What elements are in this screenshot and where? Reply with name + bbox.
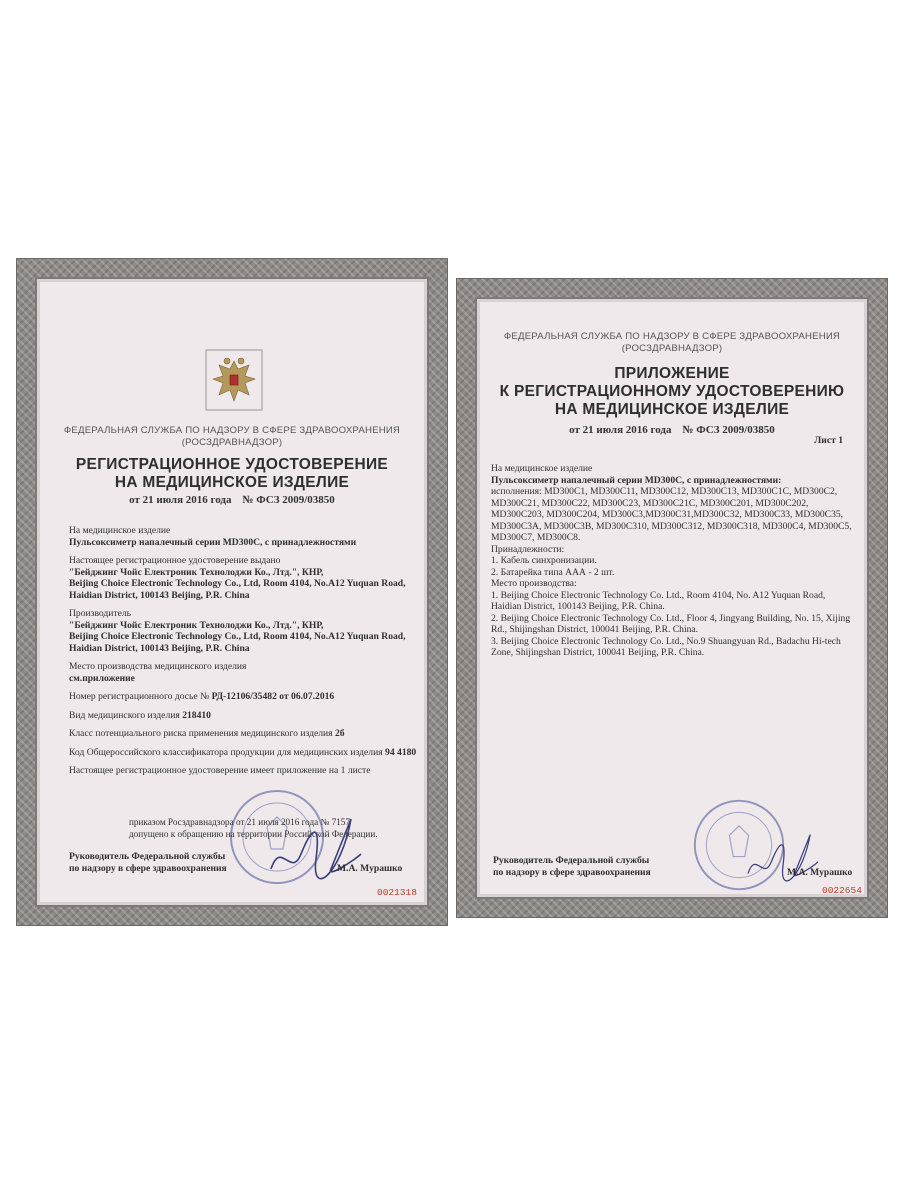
serial-number: 0021318 [377,887,417,898]
order-line: приказом Росздравнадзора от 21 июля 2016 года № 7157 [129,817,350,827]
registration-certificate [16,258,448,926]
agency-header [37,425,427,449]
accessory-item: 2. Батарейка типа ААА - 2 шт. [491,566,615,578]
signature-icon [735,819,831,889]
okp-line [69,747,429,759]
head-title-line: Руководитель Федеральной службы [69,851,226,862]
sheet-number: Лист 1 [814,435,843,446]
appendix-title [477,365,867,436]
certificate-paper [35,277,429,907]
production-place: см.приложение [69,672,135,684]
field-label: Класс потенциального риска применения медицинского изделия [69,728,335,739]
place-line: Rd., Shijingshan District, 100041 Beijing, P.R. China. [491,624,699,635]
attachment-note: Настоящее регистрационное удостоверение имеет приложение на 1 листе [69,765,371,776]
field-label: Код Общероссийского классификатора продукции для медицинских изделия [69,746,386,758]
field-label: Производитель [69,608,132,619]
title-line: РЕГИСТРАЦИОННОЕ УДОСТОВЕРЕНИЕ [75,456,389,473]
variants-line: MD300C203, MD300C204, MD300C3,MD300C31,MD300C32, MD300C33, MD300C35, [491,509,844,520]
signature-icon [261,799,371,889]
field-label: Место производства: [491,578,577,589]
head-title-line: по надзору в сфере здравоохранения [493,866,651,878]
field-label: Вид медицинского изделия [69,709,183,721]
agency-name: ФЕДЕРАЛЬНАЯ СЛУЖБА ПО НАДЗОРУ В СФЕРЕ ЗДРАВООХРАНЕНИЯ [63,425,401,436]
place-line: Haidian District, 100143 Beijing, P.R. China. [491,601,665,612]
date-number-line [37,494,427,506]
signer-name: М.А. Мурашко [787,867,853,878]
head-title [69,851,227,874]
device-name: Пульсоксиметр напалечный серии MD300C, с принадлежностями [69,536,357,548]
risk-class: 2б [334,728,345,739]
place-line: 3. Beijing Choice Electronic Technology Co. Ltd., No.9 Shuangyuan Rd., Badachu Hi-tech [491,635,841,647]
title-line: НА МЕДИЦИНСКОЕ ИЗДЕЛИЕ [554,401,790,418]
variants-line: исполнения: MD300C1, MD300C11, MD300C12, MD300C13, MD300C1C, MD300C2, [491,486,838,497]
certificate-body [69,525,429,777]
dossier-number: РД-12106/35482 от 06.07.2016 [211,691,335,702]
holder-line: Haidian District, 100143 Beijing, P.R. China [69,589,250,601]
head-title [493,855,651,878]
certificate-title [37,456,427,506]
kind-line [69,710,429,722]
date-number-line [477,424,867,436]
field-label: На медицинское изделие [491,463,593,474]
field-label: Настоящее регистрационное удостоверение выдано [69,555,281,566]
signer-name: М.А. Мурашко [337,863,403,874]
maker-line: Beijing Choice Electronic Technology Co., Ltd, Room 4104, No.A12 Yuquan Road, [69,631,406,642]
title-line: ПРИЛОЖЕНИЕ [614,365,730,382]
maker-line: "Бейджинг Чойс Електроник Технолоджи Ко., Лтд.", КНР, [69,619,324,631]
field-label: На медицинское изделие [69,525,171,536]
serial-number: 0022654 [822,885,862,896]
agency-header [477,331,867,355]
agency-abbr: (РОСЗДРАВНАДЗОР) [181,437,283,448]
agency-abbr: (РОСЗДРАВНАДЗОР) [621,343,723,354]
maker-line: Haidian District, 100143 Beijing, P.R. China [69,642,250,654]
variants-line: MD300C21, MD300C22, MD300C23, MD300C21C, MD300C201, MD300C202, [491,497,809,509]
okp-code: 94 4180 [385,746,417,758]
field-label: Место производства медицинского изделия [69,661,247,672]
place-line: 1. Beijing Choice Electronic Technology Co. Ltd., Room 4104, No. A12 Yuquan Road, [491,589,826,601]
appendix-body [491,463,863,659]
accessory-item: 1. Кабель синхронизации. [491,555,597,566]
field-label: Принадлежности: [491,543,565,555]
risk-line [69,728,429,740]
certificate-number: № ФСЗ 2009/03850 [682,424,775,436]
certificate-date: от 21 июля 2016 года [129,494,232,506]
certificate-paper [475,297,869,899]
variants-line: MD300C7, MD300C8. [491,532,581,543]
field-label: Номер регистрационного досье № [69,691,212,702]
head-title-line: по надзору в сфере здравоохранения [69,862,227,874]
agency-name: ФЕДЕРАЛЬНАЯ СЛУЖБА ПО НАДЗОРУ В СФЕРЕ ЗДРАВООХРАНЕНИЯ [503,331,841,342]
place-line: Zone, Shijingshan District, 100041 Beijing, P.R. China. [491,647,705,658]
holder-line: "Бейджинг Чойс Електроник Технолоджи Ко., Лтд.", КНР, [69,566,324,578]
certificate-number: № ФСЗ 2009/03850 [242,494,335,506]
dossier-line [69,691,429,703]
title-line: К РЕГИСТРАЦИОННОМУ УДОСТОВЕРЕНИЮ [499,383,845,400]
order-line: допущено к обращению на территории Российской Федерации. [129,828,378,839]
head-title-line: Руководитель Федеральной службы [493,855,650,866]
device-name: Пульсоксиметр напалечный серии MD300C, с принадлежностями: [491,474,782,486]
holder-line: Beijing Choice Electronic Technology Co., Ltd, Room 4104, No.A12 Yuquan Road, [69,578,406,589]
device-kind: 218410 [182,709,211,721]
place-line: 2. Beijing Choice Electronic Technology Co. Ltd., Floor 4, Jingyang Building, No. 15, Xijing [491,612,851,624]
title-line: НА МЕДИЦИНСКОЕ ИЗДЕЛИЕ [114,474,350,491]
coat-of-arms-icon [205,349,263,411]
certificate-date: от 21 июля 2016 года [569,424,672,436]
variants-line: MD300C3A, MD300C3B, MD300C310, MD300C312, MD300C318, MD300C4, MD300C5, [491,520,852,532]
certificate-appendix [456,278,888,918]
